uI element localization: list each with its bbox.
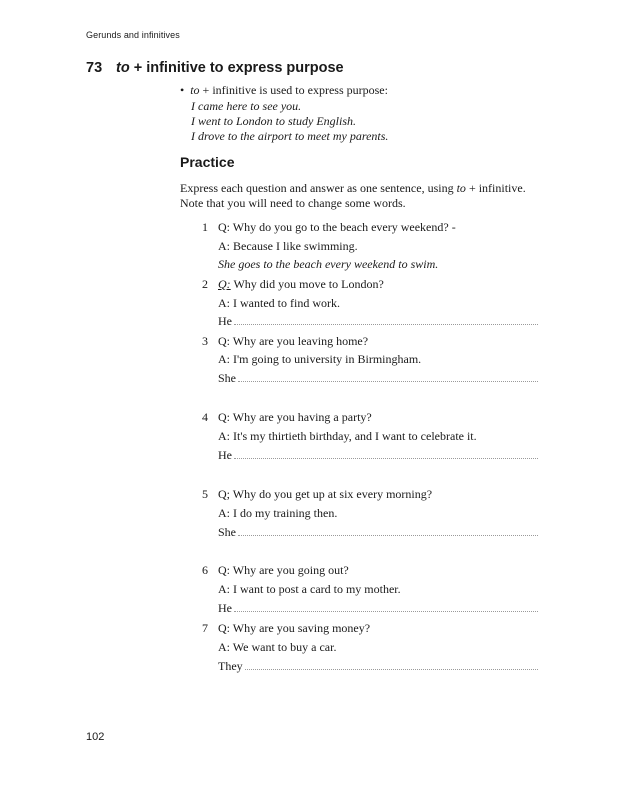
question: Q: Why did you move to London?	[218, 277, 384, 291]
rule-text: + infinitive is used to express purpose:	[199, 83, 388, 97]
answer: A: I'm going to university in Birmingham.	[218, 352, 422, 366]
item-number: 4	[202, 410, 208, 424]
example-sentence: I drove to the airport to meet my parents.	[191, 129, 389, 143]
question: Q: Why do you go to the beach every weekend? -	[218, 220, 456, 234]
instructions-line-1: Express each question and answer as one sentence, using to + infinitive.	[180, 181, 526, 195]
answer-subject: He	[218, 448, 232, 462]
answer-line[interactable]	[218, 371, 538, 386]
dotted-blank[interactable]	[245, 659, 538, 670]
answer-line[interactable]	[218, 601, 538, 616]
bullet: •	[180, 83, 185, 97]
question: Q: Why are you having a party?	[218, 410, 372, 424]
item-number: 7	[202, 621, 208, 635]
item-number: 2	[202, 277, 208, 291]
dotted-blank[interactable]	[238, 371, 538, 382]
dotted-blank[interactable]	[238, 525, 538, 536]
answer-subject: He	[218, 601, 232, 615]
example-sentence: I came here to see you.	[191, 99, 302, 113]
answer-subject: She	[218, 525, 236, 539]
unit-title	[86, 60, 344, 76]
item-number: 3	[202, 334, 208, 348]
dotted-blank[interactable]	[234, 448, 538, 459]
question: Q; Why do you get up at six every morning?	[218, 487, 433, 501]
question: Q: Why are you leaving home?	[218, 334, 369, 348]
unit-number: 73	[86, 60, 103, 76]
answer: A: It's my thirtieth birthday, and I want to celebrate it.	[218, 429, 477, 443]
rule-italic: to	[190, 83, 200, 97]
practice-heading: Practice	[180, 154, 235, 170]
model-answer: She goes to the beach every weekend to swim.	[218, 257, 439, 271]
unit-title-italic: to	[116, 60, 130, 76]
answer-line[interactable]	[218, 525, 538, 540]
item-number: 5	[202, 487, 208, 501]
answer-subject: He	[218, 314, 232, 328]
rule-statement	[180, 83, 388, 98]
answer-subject: They	[218, 659, 243, 673]
item-number: 6	[202, 563, 208, 577]
question: Q: Why are you going out?	[218, 563, 349, 577]
unit-title-text: + infinitive to express purpose	[129, 60, 344, 76]
answer: A: I wanted to find work.	[218, 296, 340, 310]
dotted-blank[interactable]	[234, 314, 538, 325]
running-head: Gerunds and infinitives	[86, 30, 180, 40]
answer: A: Because I like swimming.	[218, 239, 358, 253]
answer-line[interactable]	[218, 448, 538, 463]
answer-line[interactable]	[218, 314, 538, 329]
dotted-blank[interactable]	[234, 601, 538, 612]
page-number: 102	[86, 731, 105, 743]
instructions	[180, 181, 560, 211]
instructions-line-2: Note that you will need to change some words.	[180, 196, 406, 210]
example-sentence: I went to London to study English.	[191, 114, 356, 128]
item-number: 1	[202, 220, 208, 234]
question: Q: Why are you saving money?	[218, 621, 371, 635]
answer-line[interactable]	[218, 659, 538, 674]
answer-subject: She	[218, 371, 236, 385]
answer: A: I want to post a card to my mother.	[218, 582, 401, 596]
answer: A: I do my training then.	[218, 506, 338, 520]
answer: A: We want to buy a car.	[218, 640, 337, 654]
